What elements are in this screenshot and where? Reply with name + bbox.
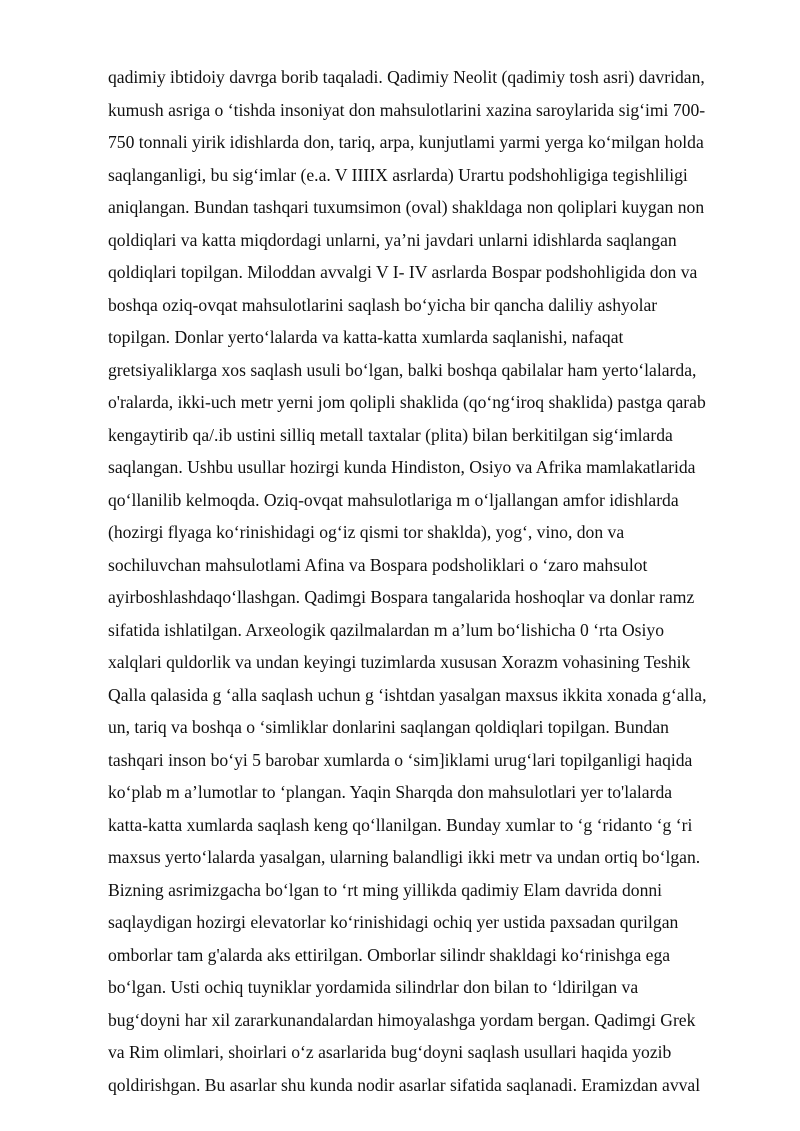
text-line: omborlar tam g'alarda aks ettirilgan. Omborlar silindr shakldagi ko‘rinishga ega: [108, 944, 671, 965]
text-line: Qalla qalasida g ‘alla saqlash uchun g ‘ishtdan yasalgan maxsus ikkita xonada g‘alla,: [108, 684, 707, 705]
text-line: ko‘plab m a’lumotlar to ‘plangan. Yaqin Sharqda don mahsulotlari yer to'lalarda: [108, 782, 673, 802]
text-line: saqlanganligi, bu sig‘imlar (e.a. V IIIIX asrlarda) Urartu podshohligiga tegishliligi: [108, 164, 688, 185]
text-line: qoldiqlari topilgan. Miloddan avvalgi V I- IV asrlarda Bospar podshohligida don va: [108, 262, 698, 282]
text-line: qoldiqlari va katta miqdordagi unlarni, ya’ni javdari unlarni idishlarda saqlangan: [108, 229, 677, 250]
text-line: gretsiyaliklarga xos saqlash usuli bo‘lgan, balki boshqa qabilalar ham yerto‘lalarda,: [108, 359, 697, 380]
text-line: aniqlangan. Bundan tashqari tuxumsimon (oval) shakldaga non qoliplari kuygan non: [108, 197, 705, 217]
text-line: xalqlari quldorlik va undan keyingi tuzimlarda xususan Xorazm vohasining Teshik: [108, 652, 691, 672]
text-line: topilgan. Donlar yerto‘lalarda va katta-katta xumlarda saqlanishi, nafaqat: [108, 327, 624, 347]
text-line: o'ralarda, ikki-uch metr yerni jom qolipli shaklida (qo‘ng‘iroq shaklida) pastga qarab: [108, 392, 706, 412]
text-line: boshqa oziq-ovqat mahsulotlarini saqlash bo‘yicha bir qancha daliliy ashyolar: [108, 294, 658, 315]
text-line: maxsus yerto‘lalarda yasalgan, ularning balandligi ikki metr va undan ortiq bo‘lgan.: [108, 847, 701, 867]
text-line: ayirboshlashdaqo‘llashgan. Qadimgi Bospara tangalarida hoshoqlar va donlar ramz: [108, 587, 695, 607]
body-text: [108, 61, 758, 1101]
text-line: 750 tonnali yirik idishlarda don, tariq, arpa, kunjutlami yarmi yerga ko‘milgan holda: [108, 132, 704, 152]
text-line: bug‘doyni har xil zararkunandalardan himoyalashga yordam bergan. Qadimgi Grek: [108, 1009, 696, 1030]
text-line: un, tariq va boshqa o ‘simliklar donlarini saqlangan qoldiqlari topilgan. Bundan: [108, 717, 669, 737]
text-line: qoldirishgan. Bu asarlar shu kunda nodir asarlar sifatida saqlanadi. Eramizdan avval: [108, 1074, 701, 1095]
text-line: sochiluvchan mahsulotlami Afina va Bospara podsholiklari o ‘zaro mahsulot: [108, 554, 648, 575]
text-line: katta-katta xumlarda saqlash keng qo‘llanilgan. Bunday xumlar to ‘g ‘ridanto ‘g ‘ri: [108, 814, 693, 835]
text-line: kumush asriga o ‘tishda insoniyat don mahsulotlarini xazina saroylarida sig‘imi 700-: [108, 99, 706, 120]
text-line: qo‘llanilib kelmoqda. Oziq-ovqat mahsulotlariga m o‘ljallangan amfor idishlarda: [108, 489, 679, 510]
text-line: va Rim olimlari, shoirlari o‘z asarlarida bug‘doyni saqlash usullari haqida yozib: [108, 1042, 672, 1062]
text-line: Bizning asrimizgacha bo‘lgan to ‘rt ming yillikda qadimiy Elam davrida donni: [108, 879, 663, 900]
text-line: (hozirgi flyaga ko‘rinishidagi og‘iz qismi tor shaklda), yog‘, vino, don va: [108, 522, 625, 542]
text-line: qadimiy ibtidoiy davrga borib taqaladi. Qadimiy Neolit (qadimiy tosh asri) davridan,: [108, 67, 705, 87]
text-line: tashqari inson bo‘yi 5 barobar xumlarda o ‘sim]iklami urug‘lari topilganligi haqida: [108, 749, 693, 770]
text-line: sifatida ishlatilgan. Arxeologik qazilmalardan m a’lum bo‘lishicha 0 ‘rta Osiyo: [108, 619, 665, 640]
text-line: saqlangan. Ushbu usullar hozirgi kunda Hindiston, Osiyo va Afrika mamlakatlarida: [108, 457, 696, 477]
text-line: kengaytirib qa/.ib ustini silliq metall taxtalar (plita) bilan berkitilgan sig‘imlarda: [108, 424, 673, 445]
text-line: saqlaydigan hozirgi elevatorlar ko‘rinishidagi ochiq yer ustida paxsadan qurilgan: [108, 912, 679, 932]
text-line: bo‘lgan. Usti ochiq tuyniklar yordamida silindrlar don bilan to ‘ldirilgan va: [108, 977, 639, 997]
